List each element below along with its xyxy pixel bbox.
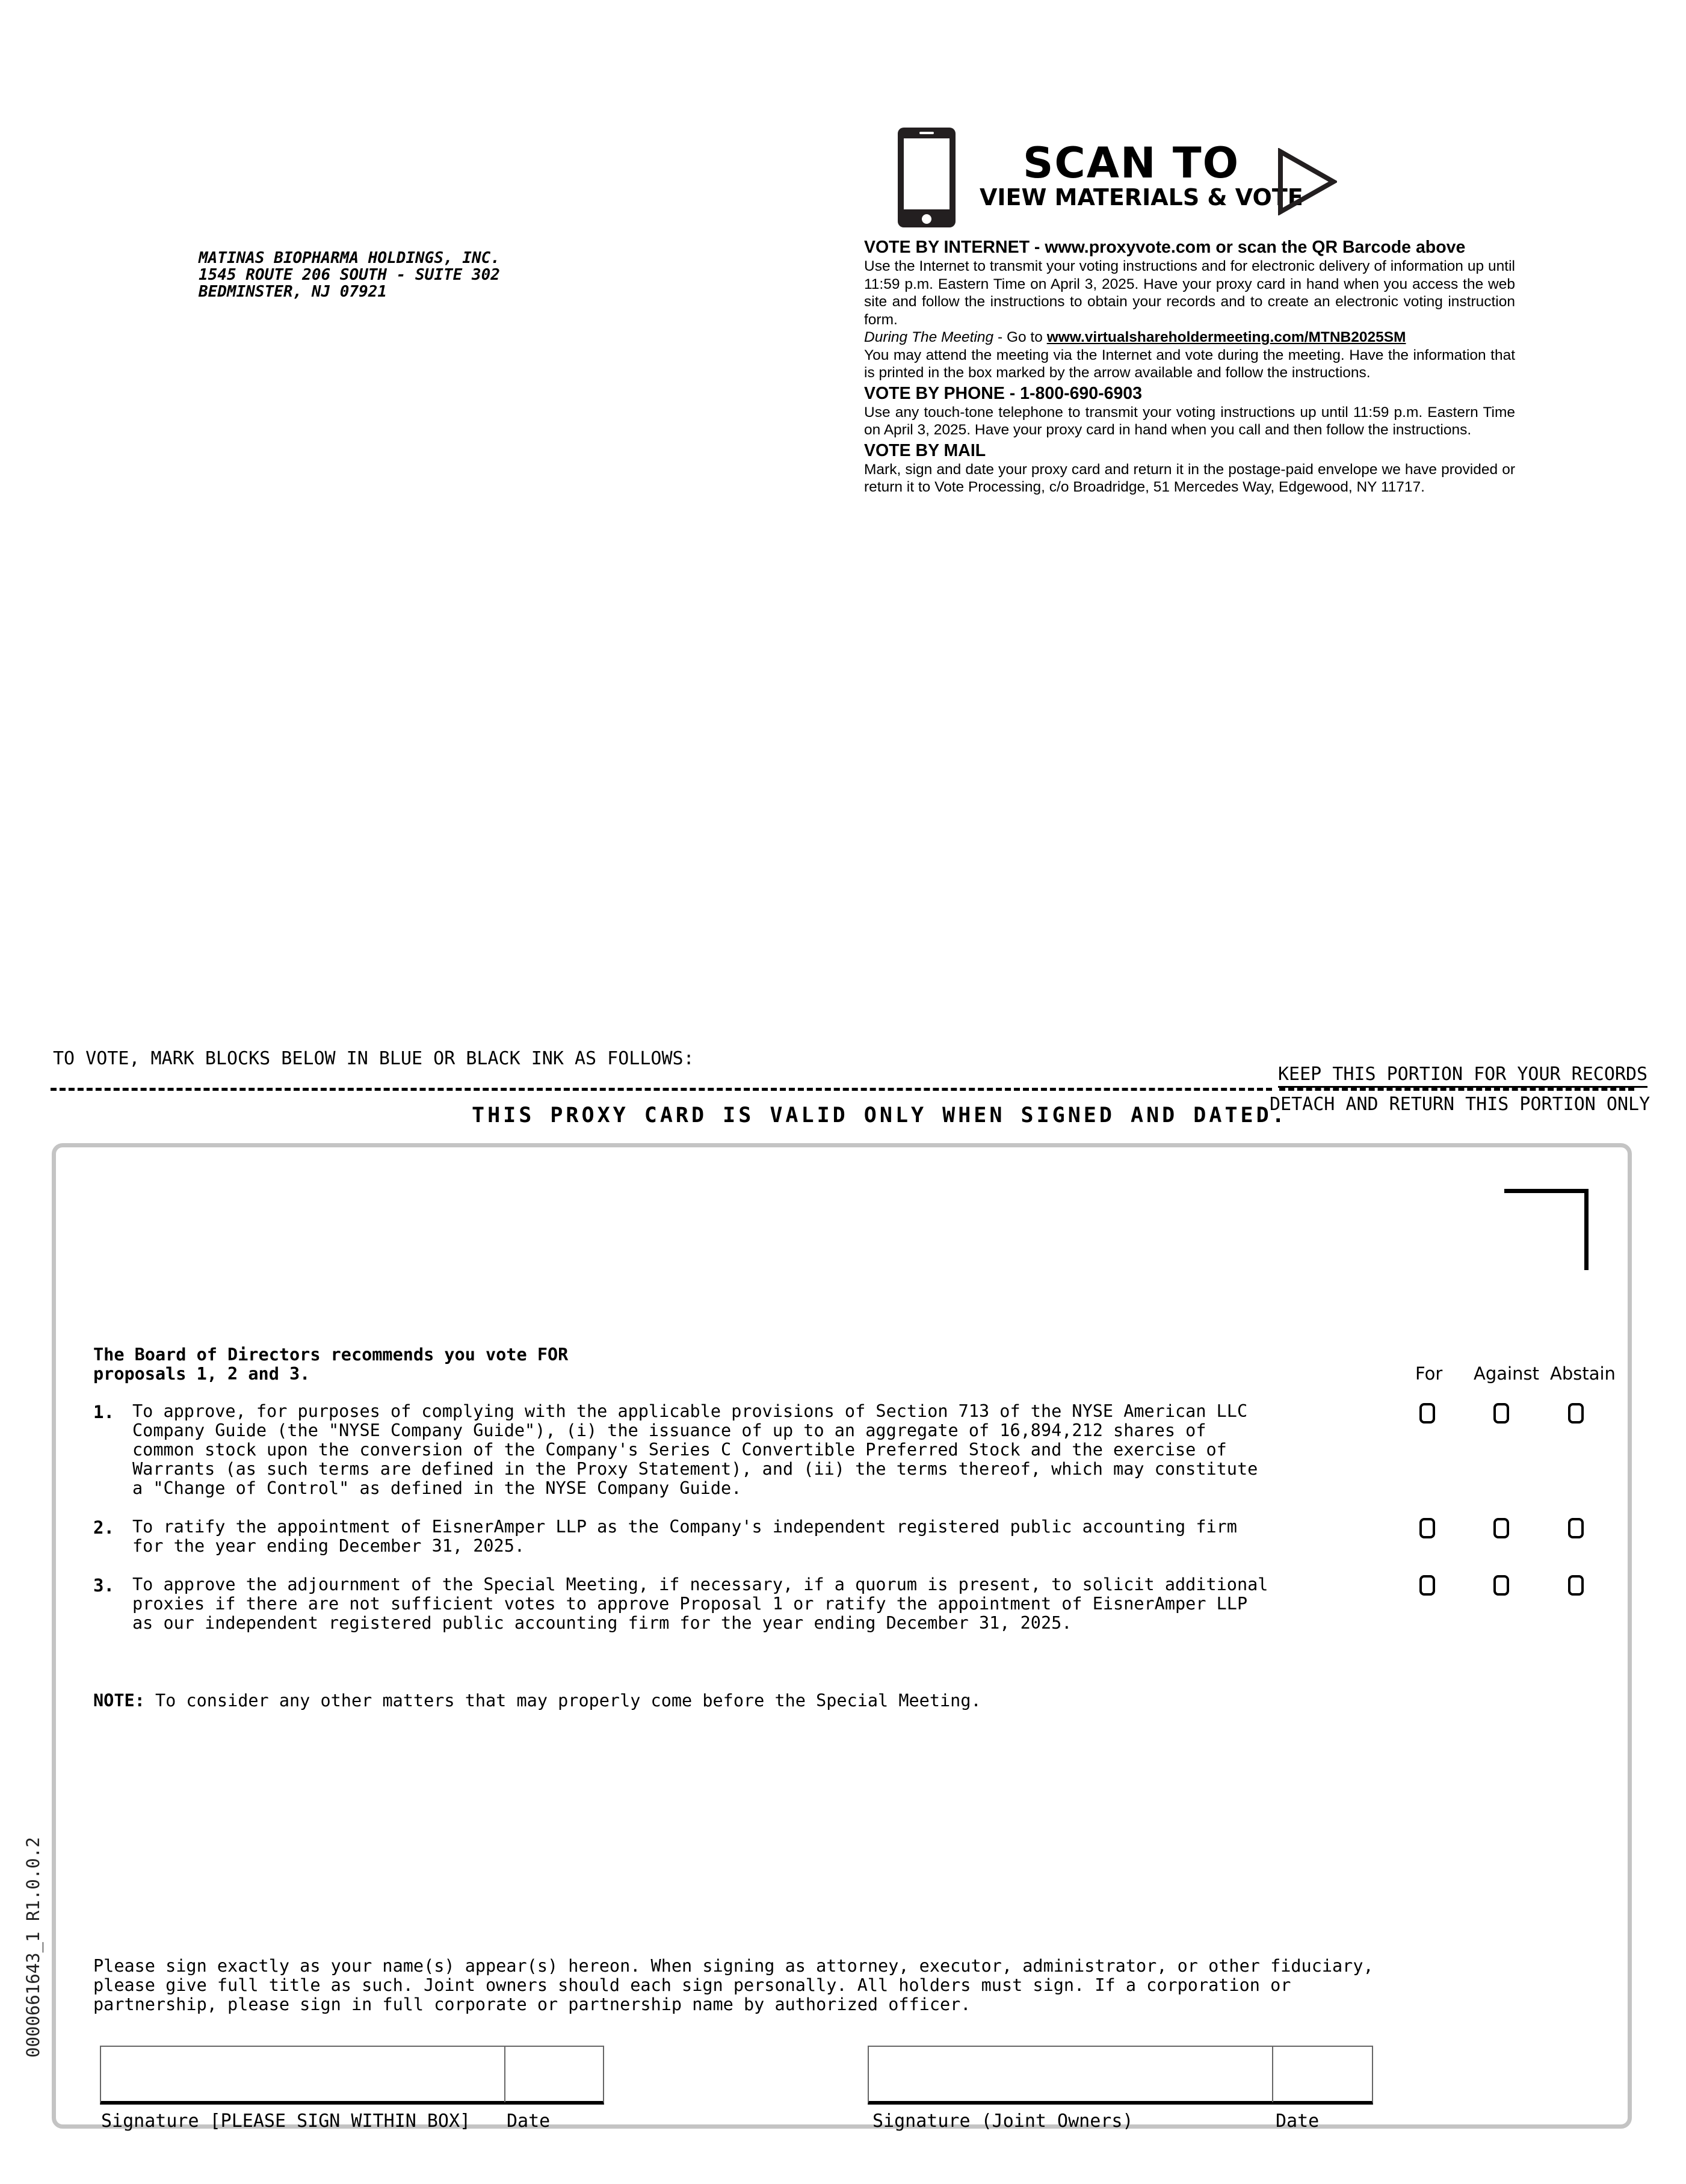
meeting-link[interactable]: www.virtualshareholdermeeting.com/MTNB2025SM [1046,329,1406,345]
detach-dashed-line [51,1088,1272,1091]
vote-phone-heading: VOTE BY PHONE - 1-800-690-6903 [864,383,1143,403]
proposal-2-abstain-checkbox[interactable] [1568,1518,1584,1538]
note-line [93,1691,981,1710]
signature-date-divider [504,2047,505,2102]
vote-mail-text: Mark, sign and date your proxy card and return it in the postage-paid envelope we have provided or return it to Vote Processing, c/o Broadridge, 51 Mercedes Way, Edgewood, NY 11717. [864,461,1515,495]
board-recommendation-line1: The Board of Directors recommends you vote FOR [93,1345,569,1365]
joint-date-label: Date [1276,2111,1320,2132]
proposal-2-number: 2. [93,1517,114,1538]
board-recommendation [93,1345,568,1384]
company-address [199,250,500,300]
note-text: To consider any other matters that may properly come before the Special Meeting. [144,1691,981,1710]
smartphone-icon [895,125,958,230]
company-name: MATINAS BIOPHARMA HOLDINGS, INC. [199,249,500,267]
corner-registration-mark [1504,1189,1589,1270]
note-label: NOTE: [93,1691,145,1710]
column-abstain: Abstain [1550,1363,1616,1384]
signature-label: Signature [PLEASE SIGN WITHIN BOX] [101,2111,471,2132]
vote-mail-heading: VOTE BY MAIL [864,440,986,460]
joint-signature-box[interactable] [868,2046,1373,2105]
proposal-2-against-checkbox[interactable] [1493,1518,1509,1538]
signing-instructions: Please sign exactly as your name(s) appear(s) hereon. When signing as attorney, executor, administrator, or other fiduciary, please give full title as such. Joint owners should each sign personally. All holders must sign. If a corporation or partnership, please sign in full corporate or partnership name by authorized officer. [93,1956,1374,2014]
scan-subtitle: VIEW MATERIALS & VOTE [980,184,1303,211]
document-control-id: 0000661643_1 R1.0.0.2 [23,1837,43,2058]
keep-portion-label: KEEP THIS PORTION FOR YOUR RECORDS [1278,1064,1647,1088]
board-recommendation-line2: proposals 1, 2 and 3. [93,1364,310,1384]
vote-internet-heading: VOTE BY INTERNET - www.proxyvote.com or scan the QR Barcode above [864,238,1466,257]
proposal-1-abstain-checkbox[interactable] [1568,1403,1584,1424]
proposal-1-text: To approve, for purposes of complying with the applicable provisions of Section 713 of the NYSE American LLC Company Guide (the "NYSE Company Guide"), (i) the issuance of up to an aggregate of 16,894,212 shares of common stock upon the conversion of the Company's Series C Convertible Preferred Stock and the exercise of Warrants (as such terms are defined in the Proxy Statement), and (ii) the terms thereof, which may constitute a "Change of Control" as defined in the NYSE Company Guide. [132,1401,1258,1498]
proposal-1-number: 1. [93,1402,114,1422]
proposal-1-for-checkbox[interactable] [1419,1403,1435,1424]
vote-internet-text: Use the Internet to transmit your voting instructions and for electronic delivery of information up until 11:59 p.m. Eastern Time on April 3, 2025. Have your proxy card in hand when you access the web site and follow the instructions to obtain your records and to create an electronic voting instruction form. [864,258,1515,328]
proposal-1-against-checkbox[interactable] [1493,1403,1509,1424]
voting-instructions [864,237,1515,496]
column-against: Against [1474,1363,1539,1384]
play-triangle-icon [1277,148,1337,215]
proposal-2-text: To ratify the appointment of EisnerAmper LLP as the Company's independent registered public accounting firm for the year ending December 31, 2025. [132,1517,1237,1556]
to-vote-instruction: TO VOTE, MARK BLOCKS BELOW IN BLUE OR BLACK INK AS FOLLOWS: [53,1048,694,1069]
proposal-3-against-checkbox[interactable] [1493,1575,1509,1596]
vote-phone-text: Use any touch-tone telephone to transmit your voting instructions up until 11:59 p.m. Eastern Time on April 3, 2025. Have your proxy card in hand when you call and then follow the instructions. [864,404,1515,438]
valid-notice: THIS PROXY CARD IS VALID ONLY WHEN SIGNED AND DATED. [472,1103,1288,1127]
proposal-3-abstain-checkbox[interactable] [1568,1575,1584,1596]
company-address-line2: BEDMINSTER, NJ 07921 [199,283,388,301]
meeting-text: You may attend the meeting via the Internet and vote during the meeting. Have the information that is printed in the box marked by the arrow available and follow the instructions. [864,347,1515,381]
proposal-2-for-checkbox[interactable] [1419,1518,1435,1538]
proposal-3-text: To approve the adjournment of the Special Meeting, if necessary, if a quorum is present, to solicit additional proxies if there are not sufficient votes to approve Proposal 1 or ratify the appointment of EisnerAmper LLP as our independent registered public accounting firm for the year ending December 31, 2025. [132,1575,1268,1633]
column-for: For [1415,1363,1443,1384]
meeting-line [864,329,1515,347]
proposal-3-for-checkbox[interactable] [1419,1575,1435,1596]
detach-return-label: DETACH AND RETURN THIS PORTION ONLY [1270,1094,1650,1115]
proposal-3-number: 3. [93,1575,114,1596]
scan-title: SCAN TO [1023,138,1240,188]
company-address-line1: 1545 ROUTE 206 SOUTH - SUITE 302 [199,266,500,284]
date-label: Date [507,2111,551,2132]
joint-signature-label: Signature (Joint Owners) [872,2111,1134,2132]
signature-box[interactable] [100,2046,604,2105]
meeting-goto: - Go to [993,329,1047,345]
joint-signature-date-divider [1272,2047,1273,2102]
detach-dashed-line-right [1279,1088,1634,1091]
meeting-label: During The Meeting [864,329,994,345]
